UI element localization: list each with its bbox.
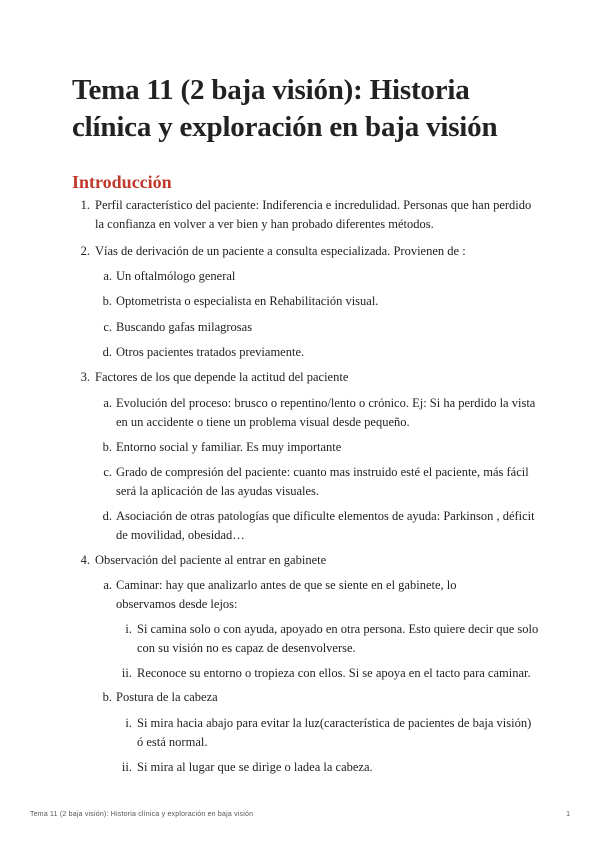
list-marker: 2. bbox=[80, 244, 90, 258]
list-item-text: Si camina solo o con ayuda, apoyado en otra persona. Esto quiere decir que solo bbox=[137, 622, 539, 636]
list-marker: b. bbox=[102, 294, 112, 308]
list-marker: b. bbox=[102, 690, 112, 704]
list-marker: ii. bbox=[121, 760, 132, 774]
list-item-text: ó está normal. bbox=[137, 735, 208, 749]
page-number: 1 bbox=[566, 811, 570, 818]
list-marker: 1. bbox=[80, 198, 90, 212]
list-marker: c. bbox=[103, 320, 112, 334]
list-item-text: en un accidente o tiene un problema visual desde pequeño. bbox=[116, 415, 410, 429]
list-item-text: Otros pacientes tratados previamente. bbox=[116, 345, 305, 359]
list-marker: i. bbox=[125, 622, 132, 636]
list-item-text: Caminar: hay que analizarlo antes de que se siente en el gabinete, lo bbox=[116, 578, 457, 592]
page-title: Tema 11 (2 baja visión): Historia clínica y exploración en baja visión bbox=[72, 74, 498, 143]
list-item-text: observamos desde lejos: bbox=[116, 597, 238, 611]
list-item-text: Asociación de otras patologías que dificulte elementos de ayuda: Parkinson , déficit bbox=[116, 509, 535, 523]
page-footer: Tema 11 (2 baja visión): Historia clínica y exploración en baja visión bbox=[30, 811, 254, 818]
list-item-text: la confianza en volver a ver bien y han probado diferentes métodos. bbox=[95, 217, 434, 231]
list-marker: d. bbox=[102, 345, 112, 359]
list-item-text: Factores de los que depende la actitud del paciente bbox=[95, 370, 349, 384]
list-marker: d. bbox=[102, 509, 112, 523]
list-marker: 4. bbox=[80, 553, 90, 567]
section-heading: Introducción bbox=[72, 172, 172, 192]
list-item-text: Postura de la cabeza bbox=[116, 690, 218, 704]
list-marker: 3. bbox=[80, 370, 90, 384]
list-item-text: de movilidad, obesidad… bbox=[116, 528, 245, 542]
list-item-text: Vías de derivación de un paciente a consulta especializada. Provienen de : bbox=[95, 244, 466, 258]
list-item-text: Si mira al lugar que se dirige o ladea la cabeza. bbox=[137, 760, 373, 774]
list-item-text: Buscando gafas milagrosas bbox=[116, 320, 253, 334]
list-item-text: Optometrista o especialista en Rehabilitación visual. bbox=[116, 294, 379, 308]
list-marker: a. bbox=[103, 396, 112, 410]
list-item-text: Reconoce su entorno o tropieza con ellos. Si se apoya en el tacto para caminar. bbox=[137, 666, 531, 680]
list-item-text: Un oftalmólogo general bbox=[116, 269, 236, 283]
list-marker: a. bbox=[103, 269, 112, 283]
list-item-text: Evolución del proceso: brusco o repentino/lento o crónico. Ej: Si ha perdido la vista bbox=[116, 396, 536, 410]
list-item-text: Entorno social y familiar. Es muy importante bbox=[116, 440, 342, 454]
list-marker: c. bbox=[103, 465, 112, 479]
list-item-text: Grado de compresión del paciente: cuanto mas instruido esté el paciente, más fácil bbox=[116, 465, 529, 479]
list-marker: ii. bbox=[121, 666, 132, 680]
list-item-text: Perfil característico del paciente: Indiferencia e incredulidad. Personas que han perdido bbox=[95, 198, 532, 212]
list-marker: i. bbox=[125, 716, 132, 730]
list-item-text: Si mira hacia abajo para evitar la luz(característica de pacientes de baja visión) bbox=[137, 716, 532, 730]
list-item-text: Observación del paciente al entrar en gabinete bbox=[95, 553, 327, 567]
list-item-text: con su visión no es capaz de desenvolverse. bbox=[137, 641, 356, 655]
list-marker: b. bbox=[102, 440, 112, 454]
list-item-text: será la aplicación de las ayudas visuales. bbox=[116, 484, 320, 498]
list-marker: a. bbox=[103, 578, 112, 592]
